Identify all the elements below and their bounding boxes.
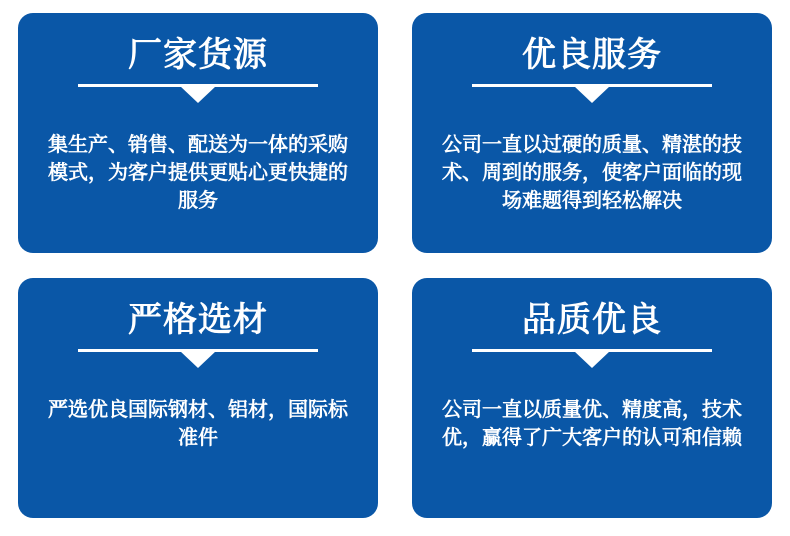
feature-card-title: 严格选材 — [128, 300, 268, 340]
arrow-down-icon — [180, 351, 216, 368]
feature-card-excellent-service — [412, 13, 772, 253]
arrow-down-icon — [574, 86, 610, 103]
title-divider — [472, 349, 712, 370]
feature-card-fine-quality — [412, 278, 772, 518]
feature-card-description: 集生产、销售、配送为一体的采购模式，为客户提供更贴心更快捷的服务 — [48, 132, 348, 212]
feature-card-title: 优良服务 — [522, 35, 662, 75]
feature-card-title: 厂家货源 — [128, 35, 268, 75]
feature-card-description: 公司一直以质量优、精度高，技术优，赢得了广大客户的认可和信赖 — [442, 397, 742, 449]
feature-card-strict-material — [18, 278, 378, 518]
title-divider — [78, 84, 318, 105]
title-divider — [472, 84, 712, 105]
feature-card-factory-supply — [18, 13, 378, 253]
feature-grid — [18, 13, 772, 518]
feature-card-description: 严选优良国际钢材、铝材，国际标准件 — [48, 397, 348, 449]
title-divider — [78, 349, 318, 370]
arrow-down-icon — [180, 86, 216, 103]
feature-card-title: 品质优良 — [522, 300, 662, 340]
feature-card-description: 公司一直以过硬的质量、精湛的技术、周到的服务，使客户面临的现场难题得到轻松解决 — [442, 132, 742, 212]
arrow-down-icon — [574, 351, 610, 368]
